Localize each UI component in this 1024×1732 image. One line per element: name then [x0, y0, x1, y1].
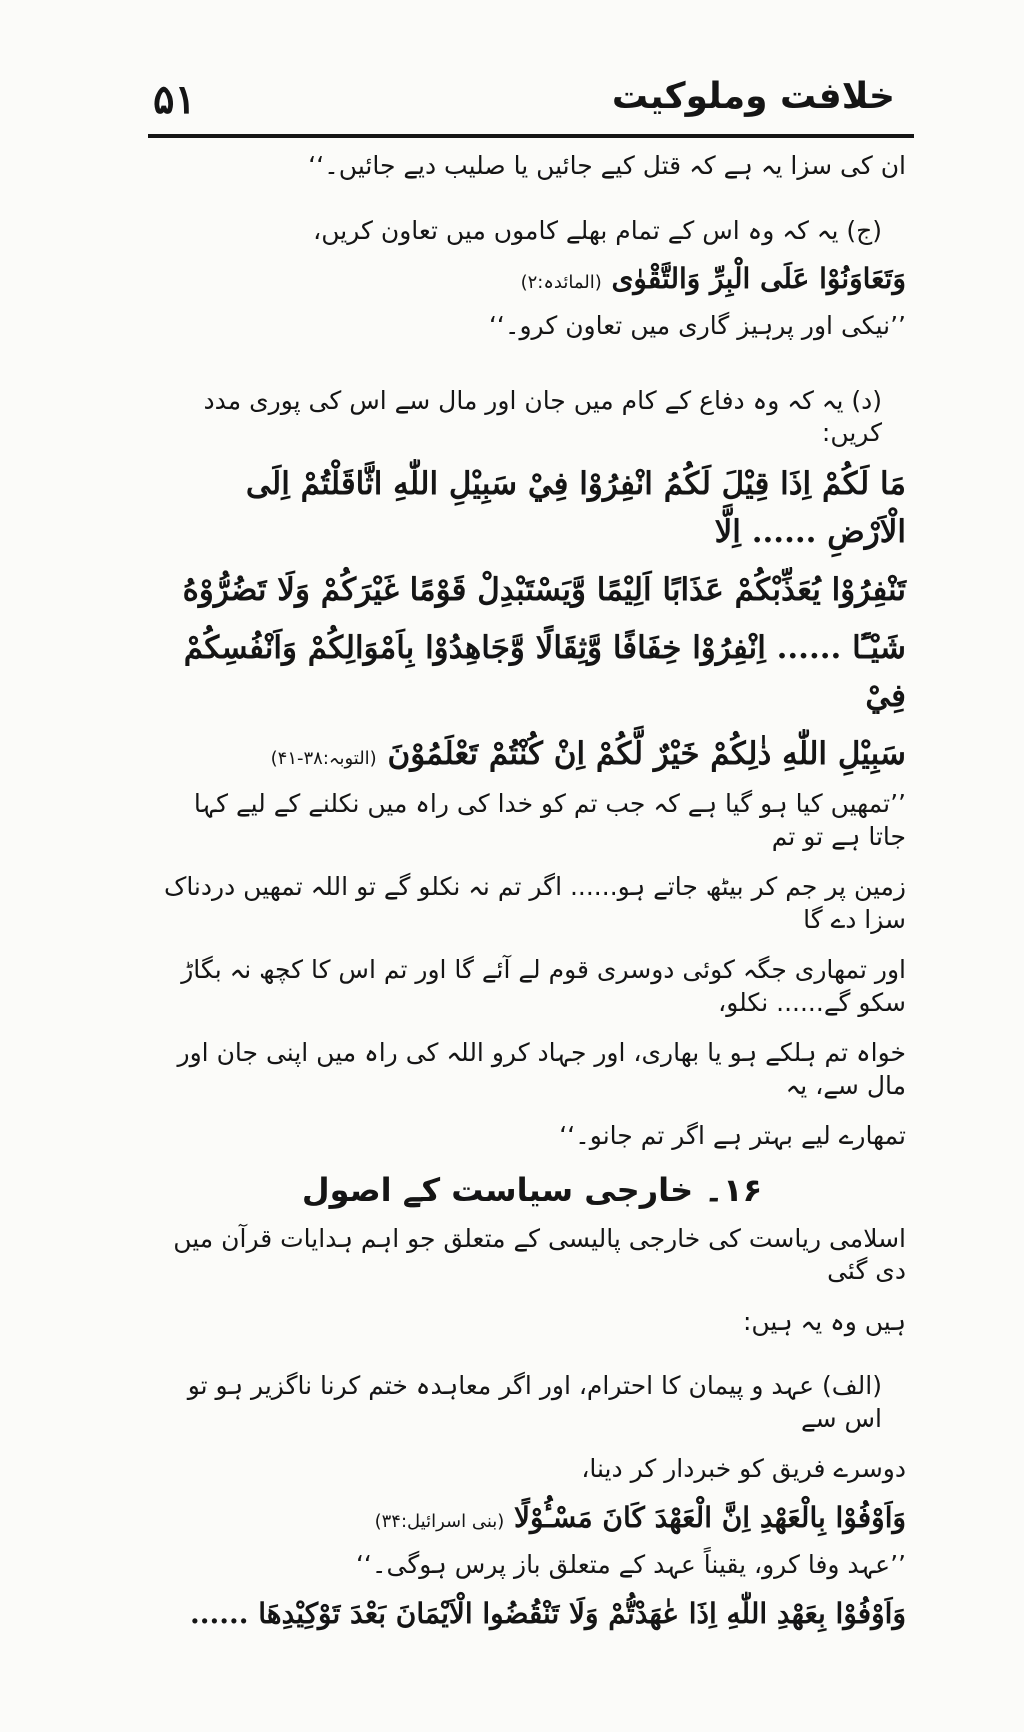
page-number: ۵۱	[153, 76, 196, 123]
verse-reference: (التوبہ:۳۸-۴۱)	[270, 748, 377, 770]
quran-verse	[158, 257, 906, 300]
text-line: دوسرے فریق کو خبردار کر دینا،	[581, 1454, 906, 1484]
quran-verse	[158, 1496, 906, 1539]
verse-reference: (المائدہ:۲)	[520, 272, 602, 293]
translation-line: ’’عہد وفا کرو، یقیناً عہد کے متعلق باز پرس ہوگی۔‘‘	[355, 1550, 906, 1580]
clause-alif: (الف) عہد و پیمان کا احترام، اور اگر معاہدہ ختم کرنا ناگزیر ہو تو اس سے	[187, 1371, 882, 1433]
section-heading: ۱۶۔ خارجی سیاست کے اصول	[301, 1170, 763, 1209]
text-line: اسلامی ریاست کی خارجی پالیسی کے متعلق جو اہم ہدایات قرآن میں دی گئی	[173, 1223, 906, 1286]
translation-line: اور تمھاری جگہ کوئی دوسری قوم لے آئے گا اور تم اس کا کچھ نہ بگاڑ سکو گے...... نکلو،	[181, 955, 906, 1017]
translation-line: خواہ تم ہلکے ہو یا بھاری، اور جہاد کرو اللہ کی راہ میں اپنی جان اور مال سے، یہ	[177, 1038, 906, 1100]
text-line: ہیں وہ یہ ہیں:	[742, 1306, 906, 1336]
translation-line: ’’تمھیں کیا ہو گیا ہے کہ جب تم کو خدا کی راہ میں نکلنے کے لیے کہا جاتا ہے تو تم	[193, 789, 906, 851]
clause-dal: (د) یہ کہ وہ دفاع کے کام میں جان اور مال سے اس کی پوری مدد کریں:	[203, 385, 882, 448]
text-line: ان کی سزا یہ ہے کہ قتل کیے جائیں یا صلیب دیے جائیں۔‘‘	[308, 151, 906, 180]
running-title: خلافت وملوکیت	[611, 76, 895, 117]
quran-verse-line: شَيْـًٔا ...... اِنْفِرُوْا خِفَافًا وَّثِقَالًا وَّجَاهِدُوْا بِاَمْوَالِكُمْ وَاَنْفُسِكُمْ فِيْ	[183, 630, 906, 715]
verse-text: وَتَعَاوَنُوْا عَلَى الْبِرِّ وَالتَّقْوٰى	[611, 262, 906, 295]
page-header	[145, 70, 915, 140]
verse-text: سَبِيْلِ اللّٰهِ ذٰلِكُمْ خَيْرٌ لَّكُمْ اِنْ كُنْتُمْ تَعْلَمُوْنَ	[387, 736, 906, 773]
translation-line: تمھارے لیے بہتر ہے اگر تم جانو۔‘‘	[559, 1121, 906, 1151]
quran-verse-line: مَا لَكُمْ اِذَا قِيْلَ لَكُمُ انْفِرُوْا فِيْ سَبِيْلِ اللّٰهِ اثَّاقَلْتُمْ اِلَى الْاَرْضِ ...... اِلَّا	[245, 465, 906, 550]
translation-line: ’’نیکی اور پرہیز گاری میں تعاون کرو۔‘‘	[488, 311, 906, 341]
header-rule	[148, 134, 914, 138]
verse-text: وَاَوْفُوْا بِالْعَهْدِ اِنَّ الْعَهْدَ كَانَ مَسْـُٔوْلًا	[514, 1500, 906, 1534]
clause-jeem: (ج) یہ کہ وہ اس کے تمام بھلے کاموں میں تعاون کریں،	[313, 215, 882, 245]
translation-line: زمین پر جم کر بیٹھ جاتے ہو...... اگر تم نہ نکلو گے تو اللہ تمھیں دردناک سزا دے گا	[163, 872, 906, 934]
verse-reference: (بنی اسرائیل:۳۴)	[374, 1510, 505, 1532]
page-body	[158, 150, 906, 1645]
quran-verse	[158, 730, 906, 778]
quran-verse-line: وَاَوْفُوْا بِعَهْدِ اللّٰهِ اِذَا عٰهَدْتُّمْ وَلَا تَنْقُضُوا الْاَيْمَانَ بَعْدَ تَوْكِيْدِهَا ......	[190, 1596, 906, 1630]
quran-verse-line: تَنْفِرُوْا يُعَذِّبْكُمْ عَذَابًا اَلِيْمًا وَّيَسْتَبْدِلْ قَوْمًا غَيْرَكُمْ وَلَا تَضُرُّوْهُ	[182, 571, 906, 608]
